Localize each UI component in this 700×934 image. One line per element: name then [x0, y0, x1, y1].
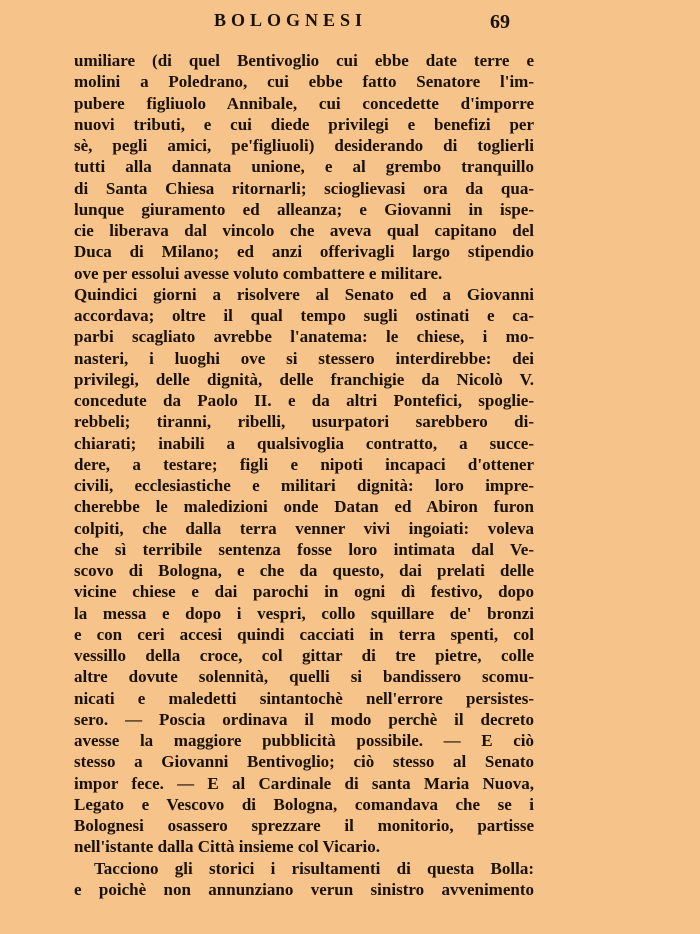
- text-line: nicati e maledetti sintantochè nell'errore persistes-: [74, 688, 534, 708]
- text-line: accordava; oltre il qual tempo sugli ostinati e ca-: [74, 306, 534, 325]
- text-line: scovo di Bologna, e che da questo, dai prelati delle: [74, 561, 534, 580]
- running-title: BOLOGNESI: [214, 10, 368, 30]
- text-line: chiarati; inabili a qualsivoglia contratto, a succe-: [74, 433, 534, 453]
- text-line: e poichè non annunziano verun sinistro avvenimento: [74, 879, 534, 899]
- text-line: altre dovute solennità, quelli si bandissero scomu-: [74, 667, 534, 687]
- body-text: [74, 50, 534, 900]
- text-line: cherebbe le maledizioni onde Datan ed Abiron furon: [74, 497, 534, 517]
- text-line: pubere figliuolo Annibale, cui concedette d'imporre: [74, 93, 534, 113]
- text-line: privilegi, delle dignità, delle franchigie da Nicolò V.: [74, 369, 534, 389]
- text-line: dere, a testare; figli e nipoti incapaci d'ottener: [74, 454, 534, 474]
- text-line: la messa e dopo i vespri, collo squillare de' bronzi: [74, 603, 534, 623]
- text-line: vicine chiese e dai parochi in ogni dì festivo, dopo: [74, 582, 534, 602]
- text-line: Quindici giorni a risolvere al Senato ed a Giovanni: [74, 284, 534, 304]
- text-line: Tacciono gli storici i risultamenti di questa Bolla:: [94, 858, 534, 878]
- text-line: impor fece. — E al Cardinale di santa Maria Nuova,: [74, 773, 534, 793]
- text-line: ove per essolui avesse voluto combattere e militare.: [74, 263, 443, 283]
- text-line: rebbeli; tiranni, ribelli, usurpatori sarebbero di-: [74, 412, 534, 432]
- text-line: civili, ecclesiastiche e militari dignità: loro impre-: [74, 476, 534, 495]
- text-line: stesso a Giovanni Bentivoglio; ciò stesso al Senato: [74, 752, 534, 772]
- running-head: [0, 10, 700, 38]
- text-line: avesse la maggiore pubblicità possibile. — E ciò: [74, 731, 534, 750]
- text-line: nuovi tributi, e cui diede privilegi e benefizi per: [74, 114, 534, 134]
- text-line: parbi scagliato avrebbe l'anatema: le chiese, i mo-: [74, 327, 534, 347]
- text-line: lunque giuramento ed alleanza; e Giovanni in ispe-: [74, 199, 534, 219]
- text-line: e con ceri accesi quindi cacciati in terra spenti, col: [74, 624, 534, 644]
- text-line: che sì terribile sentenza fosse loro intimata dal Ve-: [74, 539, 534, 559]
- page-number: 69: [490, 11, 510, 33]
- text-line: Bolognesi osassero sprezzare il monitorio, partisse: [74, 816, 534, 835]
- text-line: concedute da Paolo II. e da altri Pontefici, spoglie-: [74, 391, 534, 410]
- text-line: nasteri, i luoghi ove si stessero interdirebbe: dei: [74, 348, 534, 368]
- text-line: nell'istante dalla Città insieme col Vicario.: [74, 837, 380, 857]
- text-line: molini a Poledrano, cui ebbe fatto Senatore l'im-: [74, 72, 534, 92]
- text-line: colpiti, che dalla terra venner vivi ingoiati: voleva: [74, 518, 534, 538]
- text-line: Legato e Vescovo di Bologna, comandava che se i: [74, 794, 534, 814]
- text-line: umiliare (di quel Bentivoglio cui ebbe date terre e: [74, 51, 534, 70]
- text-line: sè, pegli amici, pe'figliuoli) desiderando di toglierli: [74, 136, 534, 155]
- text-line: Duca di Milano; ed anzi offerivagli largo stipendio: [74, 242, 534, 262]
- text-line: tutti alla dannata unione, e al grembo tranquillo: [74, 157, 534, 177]
- text-line: di Santa Chiesa ritornarli; scioglievasi ora da qua-: [74, 178, 534, 198]
- text-line: cie liberava dal vincolo che aveva qual capitano del: [74, 221, 534, 240]
- text-line: vessillo della croce, col gittar di tre pietre, colle: [74, 646, 534, 665]
- text-line: sero. — Poscia ordinava il modo perchè il decreto: [74, 709, 534, 729]
